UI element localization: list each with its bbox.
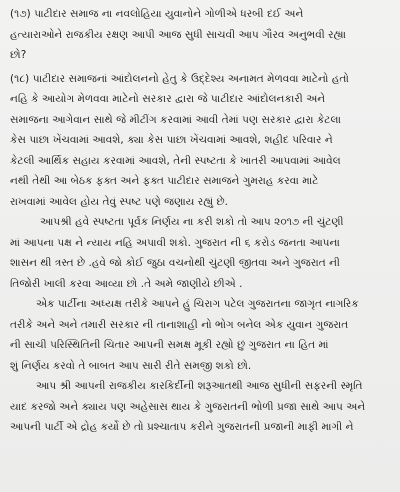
text-line: યાદ કરજો અને ક્યાય પણ અહેસાસ થાય કે ગુજરાતની ભોળી પ્રજા સાથે આપ અને — [10, 400, 366, 413]
text-line: તિજોરી ખાલી કરવા આવ્યા છો .તે અમે જાણીયે છીએ . — [10, 277, 243, 290]
text-line: કેટલી આર્થિક સહાય કરવામાં આવશે, તેની સ્પષ્ટતા કે ખાતરી આપવામાં આવેલ — [10, 154, 341, 167]
text-line: આપ શ્રી આપની રાજકીય કારકિર્દીની શરૂઆતથી આજ સુધીની સફરની સ્મૃતિ — [36, 380, 363, 392]
text-line: માં આપના પક્ષ ને ન્યાય નહિ અપાવી શકો. ગુજરાત ની ૬ કરોડ જનતા આપના — [10, 236, 340, 249]
text-line: નથી તેથી આ બેઠક ફક્ત અને ફક્ત પાટીદાર સમાજને ગુમરાહ કરવા માટે — [10, 175, 319, 187]
paragraph-17 — [10, 4, 390, 66]
text-line: સમાજના આગેવાન સાથે જે મીટીંગ કરવામાં આવી તેમાં પણ સરકાર દ્વારા કેટલા — [10, 113, 341, 126]
text-line: (૧૮) પાટીદાર સમાજનાં આંદોલનનો હેતુ કે ઉદ્દેશ્ય અનામત મેળવવા માટેનો હતો — [10, 72, 349, 85]
text-line: શું નિર્ણય કરવો તે બાબત આપ સારી રીતે સમજી શકો છો. — [10, 359, 252, 372]
paragraph-election-warning — [10, 212, 390, 294]
text-line: એક પાર્ટીના અધ્યક્ષ તરીકે આપને હું ચિરાગ પટેલ ગુજરાતના જાગૃત નાગરિક — [36, 298, 359, 310]
text-line: આપશ્રી હવે સ્પષ્ટતા પૂર્વક નિર્ણય ના કરી શકો તો આપ ૨૦૧૭ ની ચુંટણી — [40, 216, 344, 228]
text-line: છો? — [10, 49, 27, 61]
text-line: તરીકે અને અને તમારી સરકાર ની તાનાશાહી નો ભોગ બનેલ એક યુવાન ગુજરાત — [10, 318, 349, 331]
paragraph-closing-request — [10, 376, 390, 438]
text-line: નહિ કે આયોગ મેળવવા માટેનો સરકાર દ્વારા જે પાટીદાર આંદોલનકારી અને — [10, 93, 326, 105]
text-line: શાસન થી ત્રસ્ત છે .હવે જો કોઈ જુઠા વચનોથી ચુંટણી જીતવા અને ગુજરાત ની — [10, 257, 340, 269]
text-line: હત્યારાઓને રાજકીય રક્ષણ આપી આજ સુધી સાચવી આપ ગૌરવ અનુભવી રહ્યા — [10, 28, 347, 41]
text-line: (૧૭) પાટીદાર સમાજ ના નવલોહિયા યુવાનોને ગોળીએ ધરબી દઈ અને — [10, 8, 304, 20]
text-line: કેસ પાછા ખેંચવામાં આવશે, ક્યા કેસ પાછા ખેંચવામાં આવશે, શહીદ પરિવાર ને — [10, 134, 333, 146]
paragraph-18 — [10, 69, 390, 213]
paragraph-citizen-appeal — [10, 294, 390, 376]
text-line: રાખવામાં આવેલ હોય તેવું સ્પષ્ટ પણે જણાય રહ્યું છે. — [10, 195, 229, 208]
text-line: ની સાચી પરિસ્થિતિની ચિતાર આપની સમક્ષ મૂકી રહ્યો છું ગુજરાત ના હિત માં — [10, 339, 329, 351]
text-line: આપની પાર્ટી એ દ્રોહ કર્યો છે તો પ્રશ્ચાતાપ કરીને ગુજરાતની પ્રજાની માફી માગી ને — [10, 421, 354, 433]
